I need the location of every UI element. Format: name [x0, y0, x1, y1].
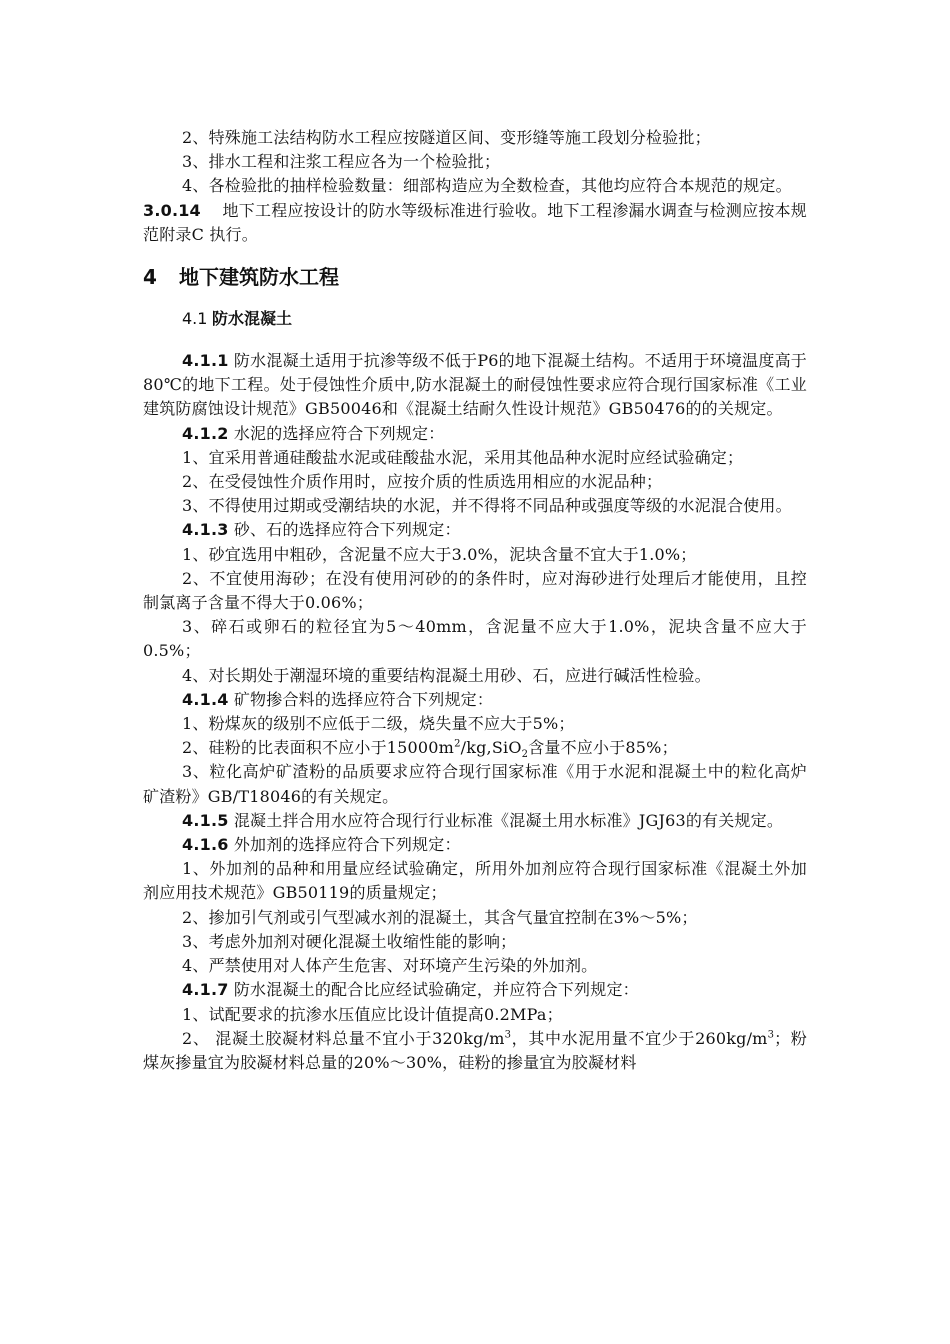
clause-number: 4.1.2 — [182, 423, 229, 443]
paragraph-item-2: 2、特殊施工法结构防水工程应按隧道区间、变形缝等施工段划分检验批； — [182, 128, 711, 147]
clause-number: 3.0.14 — [143, 200, 201, 220]
list-item: 3、碎石或卵石的粒径宜为5～40mm，含泥量不应大于1.0%，泥块含量不应大于0.5%； — [143, 617, 807, 661]
clause-text: 矿物掺合料的选择应符合下列规定： — [233, 689, 494, 709]
clause-text: 地下工程应按设计的防水等级标准进行验收。地下工程渗漏水调查与检测应按本规范附录C 执行。 — [143, 200, 807, 244]
clause-text: 外加剂的选择应符合下列规定： — [233, 835, 461, 855]
list-item — [143, 1027, 807, 1075]
list-item: 2、不宜使用海砂；在没有使用河砂的的条件时，应对海砂进行处理后才能使用，且控制氯离子含量不得大于0.06%； — [143, 568, 807, 613]
clause-number: 4.1.3 — [182, 520, 229, 540]
subscript: 2 — [521, 749, 529, 761]
chapter-title: 地下建筑防水工程 — [179, 265, 339, 290]
clause-number: 4.1.4 — [182, 689, 229, 709]
superscript: 3 — [767, 1029, 775, 1041]
chapter-number: 4 — [143, 265, 157, 290]
clause-4-1-5 — [143, 809, 807, 833]
list-item: 1、试配要求的抗渗水压值应比设计值提高0.2MPa； — [182, 1004, 563, 1024]
clause-text: 防水混凝土适用于抗渗等级不低于P6的地下混凝土结构。不适用于环境温度高于80℃的地下工程。处于侵蚀性介质中,防水混凝土的耐侵蚀性要求应符合现行国家标准《工业建筑防腐蚀设计规范》GB50046和《混凝土结耐久性设计规范》GB50476的的关规定。 — [143, 351, 807, 419]
clause-text: 水泥的选择应符合下列规定： — [233, 423, 445, 443]
clause-number: 4.1.5 — [182, 810, 229, 830]
list-item-text: 2、硅粉的比表面积不应小于15000m — [182, 738, 455, 758]
clause-text: 砂、石的选择应符合下列规定： — [233, 520, 461, 540]
list-item-text: 2、 混凝土胶凝材料总量不宜小于320kg/m — [182, 1028, 505, 1048]
list-item: 1、宜采用普通硅酸盐水泥或硅酸盐水泥，采用其他品种水泥时应经试验确定； — [182, 447, 744, 467]
list-item-text: ；粉煤灰掺量宜为胶凝材料总量的20%～30%，硅粉的掺量宜为胶凝材料 — [143, 1028, 808, 1072]
list-item-text: ，其中水泥用量不宜少于260kg/m — [511, 1028, 768, 1048]
list-item: 4、严禁使用对人体产生危害、对环境产生污染的外加剂。 — [182, 956, 598, 976]
list-item — [143, 736, 807, 760]
list-item: 3、不得使用过期或受潮结块的水泥，并不得将不同品种或强度等级的水泥混合使用。 — [182, 496, 792, 516]
superscript: 3 — [504, 1029, 512, 1041]
list-item-text: /kg,SiO — [460, 738, 522, 758]
list-item-text: 含量不应小于85%； — [528, 738, 678, 758]
clause-4-1-1 — [143, 349, 807, 422]
paragraph-item-3: 3、排水工程和注浆工程应各为一个检验批； — [182, 152, 501, 172]
clause-4-1-2 — [143, 422, 807, 446]
section-heading — [143, 307, 807, 331]
chapter-heading — [143, 263, 807, 291]
list-item: 3、考虑外加剂对硬化混凝土收缩性能的影响； — [182, 931, 517, 951]
clause-3-0-14 — [143, 199, 807, 247]
document-body — [143, 126, 807, 1075]
section-number: 4.1 — [182, 309, 208, 329]
clause-number: 4.1.7 — [182, 980, 229, 1000]
clause-4-1-6 — [143, 833, 807, 857]
clause-4-1-4 — [143, 688, 807, 712]
list-item: 2、掺加引气剂或引气型减水剂的混凝土，其含气量宜控制在3%～5%； — [182, 907, 698, 927]
list-item: 2、在受侵蚀性介质作用时，应按介质的性质选用相应的水泥品种； — [182, 472, 663, 492]
list-item: 1、砂宜选用中粗砂，含泥量不应大于3.0%，泥块含量不宜大于1.0%； — [182, 544, 697, 564]
clause-text: 混凝土拌合用水应符合现行行业标准《混凝土用水标准》JGJ63的有关规定。 — [233, 810, 784, 830]
clause-number: 4.1.6 — [182, 835, 229, 855]
paragraph-item-4: 4、各检验批的抽样检验数量：细部构造应为全数检查，其他均应符合本规范的规定。 — [182, 176, 792, 196]
list-item: 1、粉煤灰的级别不应低于二级，烧失量不应大于5%； — [182, 714, 575, 734]
list-item: 3、粒化高炉矿渣粉的品质要求应符合现行国家标准《用于水泥和混凝土中的粒化高炉矿渣粉》GB/T18046的有关规定。 — [143, 762, 807, 806]
clause-number: 4.1.1 — [182, 351, 229, 371]
clause-4-1-7 — [143, 978, 807, 1002]
list-item: 4、对长期处于潮湿环境的重要结构混凝土用砂、石，应进行碱活性检验。 — [182, 665, 711, 685]
superscript: 2 — [454, 738, 461, 750]
list-item: 1、外加剂的品种和用量应经试验确定，所用外加剂应符合现行国家标准《混凝土外加剂应用技术规范》GB50119的质量规定； — [143, 859, 807, 903]
section-title: 防水混凝土 — [212, 309, 293, 329]
clause-4-1-3 — [143, 518, 807, 542]
clause-text: 防水混凝土的配合比应经试验确定，并应符合下列规定： — [233, 980, 639, 1000]
